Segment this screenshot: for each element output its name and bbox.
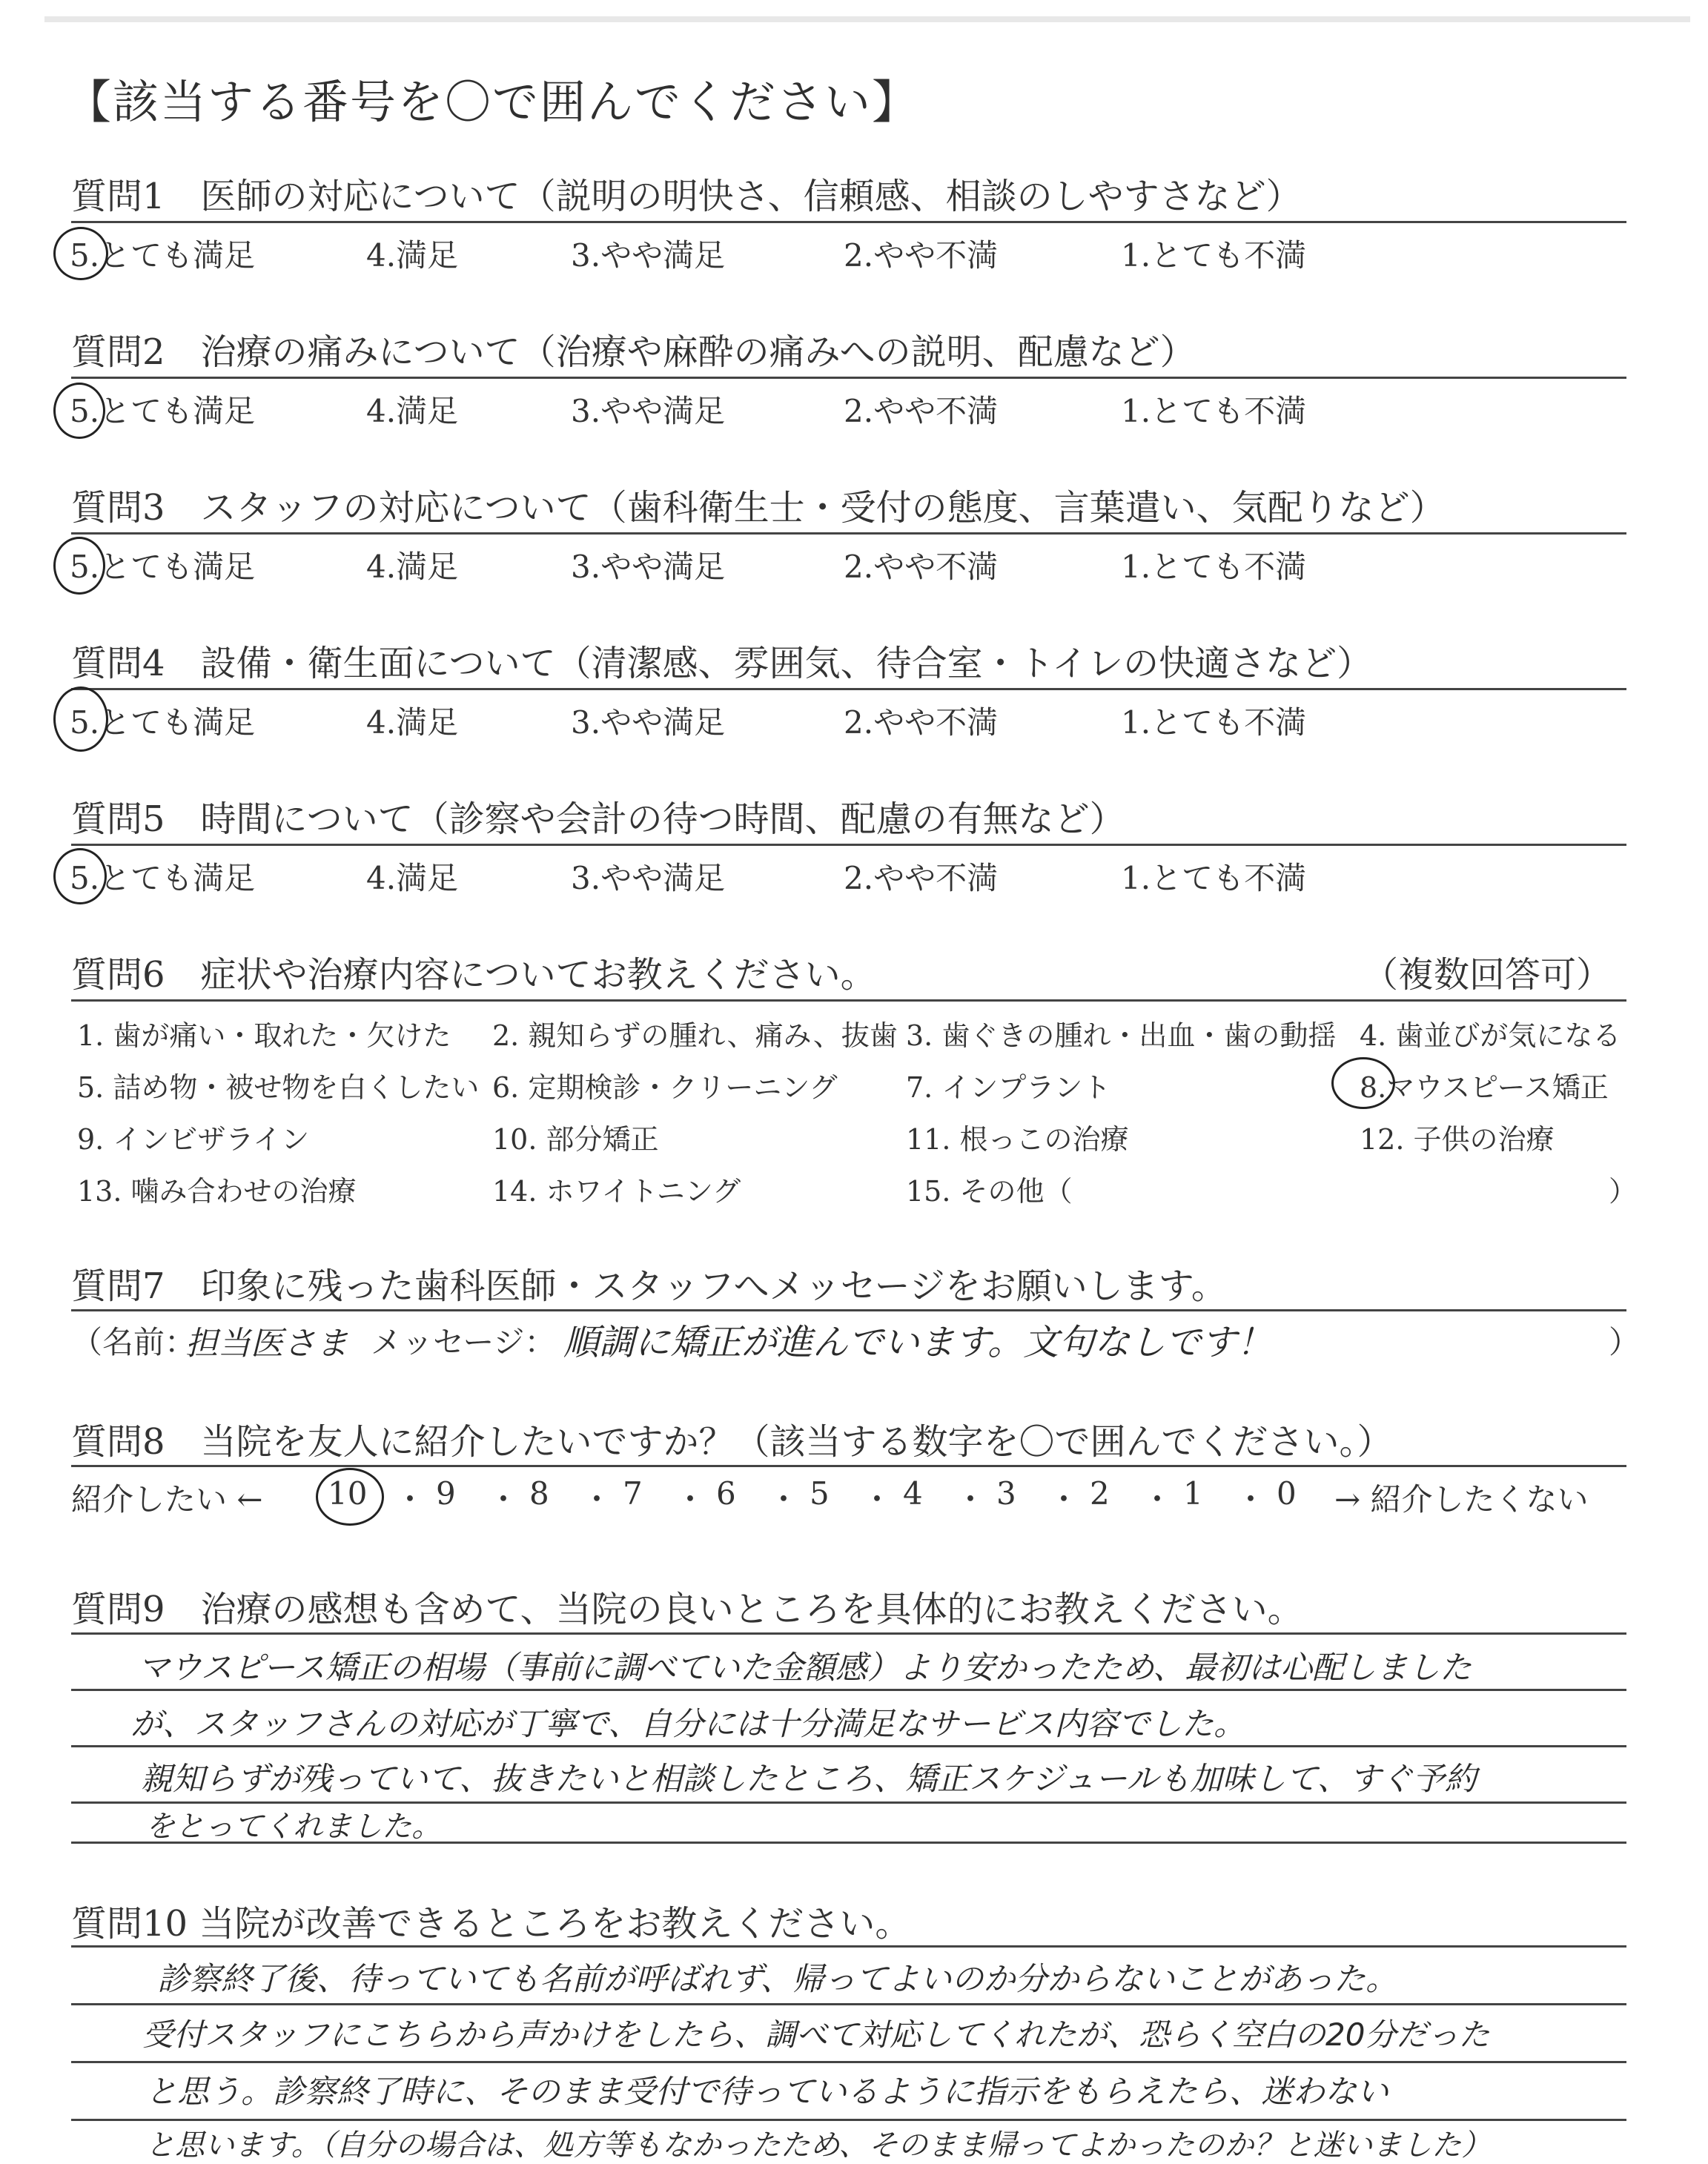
q8-separator: ・ — [1142, 1481, 1174, 1518]
q6-option-11[interactable]: 11. 根っこの治療 — [906, 1123, 1129, 1156]
q6-option-13[interactable]: 13. 噛み合わせの治療 — [77, 1175, 357, 1208]
q4-heading: 質問4 設備・衛生面について（清潔感、雰囲気、待合室・トイレの快適さなど） — [71, 643, 1373, 684]
q8-separator: ・ — [955, 1481, 987, 1518]
q8-separator: ・ — [768, 1481, 800, 1518]
q6-option-3[interactable]: 3. 歯ぐきの腫れ・出血・歯の動揺 — [906, 1019, 1337, 1052]
q1-selection-circle — [53, 227, 108, 280]
q1-heading: 質問1 医師の対応について（説明の明快さ、信頼感、相談のしやすさなど） — [71, 176, 1302, 217]
q1-option-2[interactable]: 2.やや不満 — [844, 237, 999, 274]
q6-option-9[interactable]: 9. インビザライン — [77, 1123, 310, 1156]
q8-score-0[interactable]: 0 — [1277, 1475, 1297, 1512]
q6-option-4[interactable]: 4. 歯並びが気になる — [1360, 1019, 1621, 1052]
page-title: 【該当する番号を〇で囲んでください】 — [65, 75, 920, 129]
q2-heading: 質問2 治療の痛みについて（治療や麻酔の痛みへの説明、配慮など） — [71, 331, 1196, 373]
q9-answer-line-3[interactable]: 親知らずが残っていて、抜きたいと相談したところ、矯正スケジュールも加味して、すぐ予約 — [141, 1761, 1477, 1798]
q8-separator: ・ — [581, 1481, 613, 1518]
q1-option-4[interactable]: 4.満足 — [366, 237, 459, 274]
q9-heading: 質問9 治療の感想も含めて、当院の良いところを具体的にお教えください。 — [71, 1589, 1303, 1630]
q8-score-7[interactable]: 7 — [623, 1475, 643, 1512]
q2-option-3[interactable]: 3.やや満足 — [571, 393, 726, 429]
q10-line-2 — [71, 2003, 1626, 2005]
q6-option-8[interactable]: 8.マウスピース矯正 — [1360, 1071, 1609, 1104]
q4-option-2[interactable]: 2.やや不満 — [844, 704, 999, 741]
q2-option-1[interactable]: 1.とても不満 — [1121, 393, 1307, 429]
q4-option-1[interactable]: 1.とても不満 — [1121, 704, 1307, 741]
q5-heading: 質問5 時間について（診察や会計の待つ時間、配慮の有無など） — [71, 798, 1125, 840]
q6-option-2[interactable]: 2. 親知らずの腫れ、痛み、抜歯 — [492, 1019, 898, 1052]
q9-answer-line-2[interactable]: が、スタッフさんの対応が丁寧で、自分には十分満足なサービス内容でした。 — [130, 1706, 1246, 1743]
q9-line-2 — [71, 1689, 1626, 1691]
q6-selection-circle — [1331, 1057, 1395, 1109]
top-edge-bar — [44, 16, 1690, 22]
q6-option-15[interactable]: 15. その他（ — [906, 1175, 1073, 1208]
q5-option-3[interactable]: 3.やや満足 — [571, 860, 726, 896]
q5-option-4[interactable]: 4.満足 — [366, 860, 459, 896]
q10-line-3 — [71, 2061, 1626, 2063]
q8-separator: ・ — [1048, 1481, 1080, 1518]
q6-heading: 質問6 症状や治療内容についてお教えください。 — [71, 954, 876, 996]
q3-option-2[interactable]: 2.やや不満 — [844, 549, 999, 585]
q1-option-3[interactable]: 3.やや満足 — [571, 237, 726, 274]
q7-message-handwritten[interactable]: 順調に矯正が進んでいます。文句なしです！ — [563, 1322, 1273, 1363]
q8-score-6[interactable]: 6 — [716, 1475, 736, 1512]
q10-line-4 — [71, 2119, 1626, 2121]
q2-option-2[interactable]: 2.やや不満 — [844, 393, 999, 429]
q5-selection-circle — [53, 848, 107, 904]
q8-score-4[interactable]: 4 — [903, 1475, 923, 1512]
q4-option-3[interactable]: 3.やや満足 — [571, 704, 726, 741]
q8-selection-circle — [316, 1468, 384, 1526]
q8-separator: ・ — [861, 1481, 893, 1518]
q2-selection-circle — [53, 383, 105, 439]
q4-option-5[interactable]: 5.とても満足 — [70, 704, 256, 741]
q6-option-10[interactable]: 10. 部分矯正 — [492, 1123, 659, 1156]
q8-score-1[interactable]: 1 — [1183, 1475, 1203, 1512]
q10-answer-line-4[interactable]: と思います。（自分の場合は、処方等もなかったため、そのまま帰ってよかったのか？と迷いました） — [145, 2128, 1492, 2163]
q8-score-8[interactable]: 8 — [529, 1475, 549, 1512]
q8-score-2[interactable]: 2 — [1090, 1475, 1110, 1512]
q8-separator: ・ — [1235, 1481, 1267, 1518]
q9-answer-line-1[interactable]: マウスピース矯正の相場（事前に調べていた金額感）より安かったため、最初は心配しました — [138, 1650, 1472, 1687]
q6-option-1[interactable]: 1. 歯が痛い・取れた・欠けた — [77, 1019, 451, 1052]
q10-answer-line-3[interactable]: と思う。診察終了時に、そのまま受付で待っているように指示をもらえたら、迷わない — [145, 2074, 1388, 2111]
q6-divider — [71, 999, 1626, 1002]
q8-separator: ・ — [675, 1481, 706, 1518]
q1-option-1[interactable]: 1.とても不満 — [1121, 237, 1307, 274]
q8-heading: 質問8 当院を友人に紹介したいですか？（該当する数字を〇で囲んでください。） — [71, 1421, 1393, 1463]
q7-heading: 質問7 印象に残った歯科医師・スタッフへメッセージをお願いします。 — [71, 1265, 1227, 1307]
q8-left-label: 紹介したい ← — [71, 1481, 263, 1518]
q3-option-5[interactable]: 5.とても満足 — [70, 549, 256, 585]
q7-close-paren: ） — [1609, 1324, 1641, 1360]
q10-answer-line-1[interactable]: 診察終了後、待っていても名前が呼ばれず、帰ってよいのか分からないことがあった。 — [157, 1961, 1398, 1998]
q3-selection-circle — [53, 537, 105, 595]
q5-option-1[interactable]: 1.とても不満 — [1121, 860, 1307, 896]
q8-separator: ・ — [488, 1481, 520, 1518]
q1-divider — [71, 221, 1626, 223]
q10-answer-line-2[interactable]: 受付スタッフにこちらから声かけをしたら、調べて対応してくれたが、恐らく空白の20分だった — [142, 2016, 1490, 2053]
q2-option-4[interactable]: 4.満足 — [366, 393, 459, 429]
q9-line-3 — [71, 1745, 1626, 1747]
q1-option-5[interactable]: 5.とても満足 — [70, 237, 256, 274]
q3-option-1[interactable]: 1.とても不満 — [1121, 549, 1307, 585]
q4-selection-circle — [53, 686, 108, 752]
q6-option-12[interactable]: 12. 子供の治療 — [1360, 1123, 1555, 1156]
q4-divider — [71, 688, 1626, 690]
q8-right-label: → 紹介したくない — [1334, 1481, 1589, 1518]
q8-score-10[interactable]: 10 — [328, 1475, 368, 1512]
q2-divider — [71, 377, 1626, 379]
q7-name-handwritten[interactable]: 担当医さま — [185, 1325, 348, 1363]
q8-score-5[interactable]: 5 — [810, 1475, 830, 1512]
q7-divider — [71, 1309, 1626, 1311]
q3-heading: 質問3 スタッフの対応について（歯科衛生士・受付の態度、言葉遣い、気配りなど） — [71, 487, 1446, 529]
q5-option-5[interactable]: 5.とても満足 — [70, 860, 256, 896]
q5-option-2[interactable]: 2.やや不満 — [844, 860, 999, 896]
q8-divider — [71, 1465, 1626, 1467]
q6-option-6[interactable]: 6. 定期検診・クリーニング — [492, 1071, 838, 1104]
q3-divider — [71, 532, 1626, 535]
q6-option-14[interactable]: 14. ホワイトニング — [492, 1175, 741, 1208]
q7-message-label: メッセージ： — [371, 1324, 556, 1360]
q5-divider — [71, 844, 1626, 846]
q8-separator: ・ — [394, 1481, 426, 1518]
q6-option-7[interactable]: 7. インプラント — [906, 1071, 1111, 1104]
q8-score-9[interactable]: 9 — [436, 1475, 456, 1512]
q2-option-5[interactable]: 5.とても満足 — [70, 393, 256, 429]
q10-line-1 — [71, 1945, 1626, 1948]
q9-answer-line-4[interactable]: をとってくれました。 — [145, 1810, 442, 1844]
q6-option-5[interactable]: 5. 詰め物・被せ物を白くしたい — [77, 1071, 480, 1104]
q8-score-3[interactable]: 3 — [996, 1475, 1016, 1512]
q7-name-label: （名前： — [71, 1324, 196, 1360]
q4-option-4[interactable]: 4.満足 — [366, 704, 459, 741]
q10-heading: 質問10 当院が改善できるところをお教えください。 — [71, 1903, 911, 1945]
q6-other-close-paren: ） — [1609, 1175, 1638, 1208]
q6-multi-answer-note: （複数回答可） — [1363, 954, 1612, 996]
q3-option-4[interactable]: 4.満足 — [366, 549, 459, 585]
q3-option-3[interactable]: 3.やや満足 — [571, 549, 726, 585]
q9-line-1 — [71, 1632, 1626, 1635]
